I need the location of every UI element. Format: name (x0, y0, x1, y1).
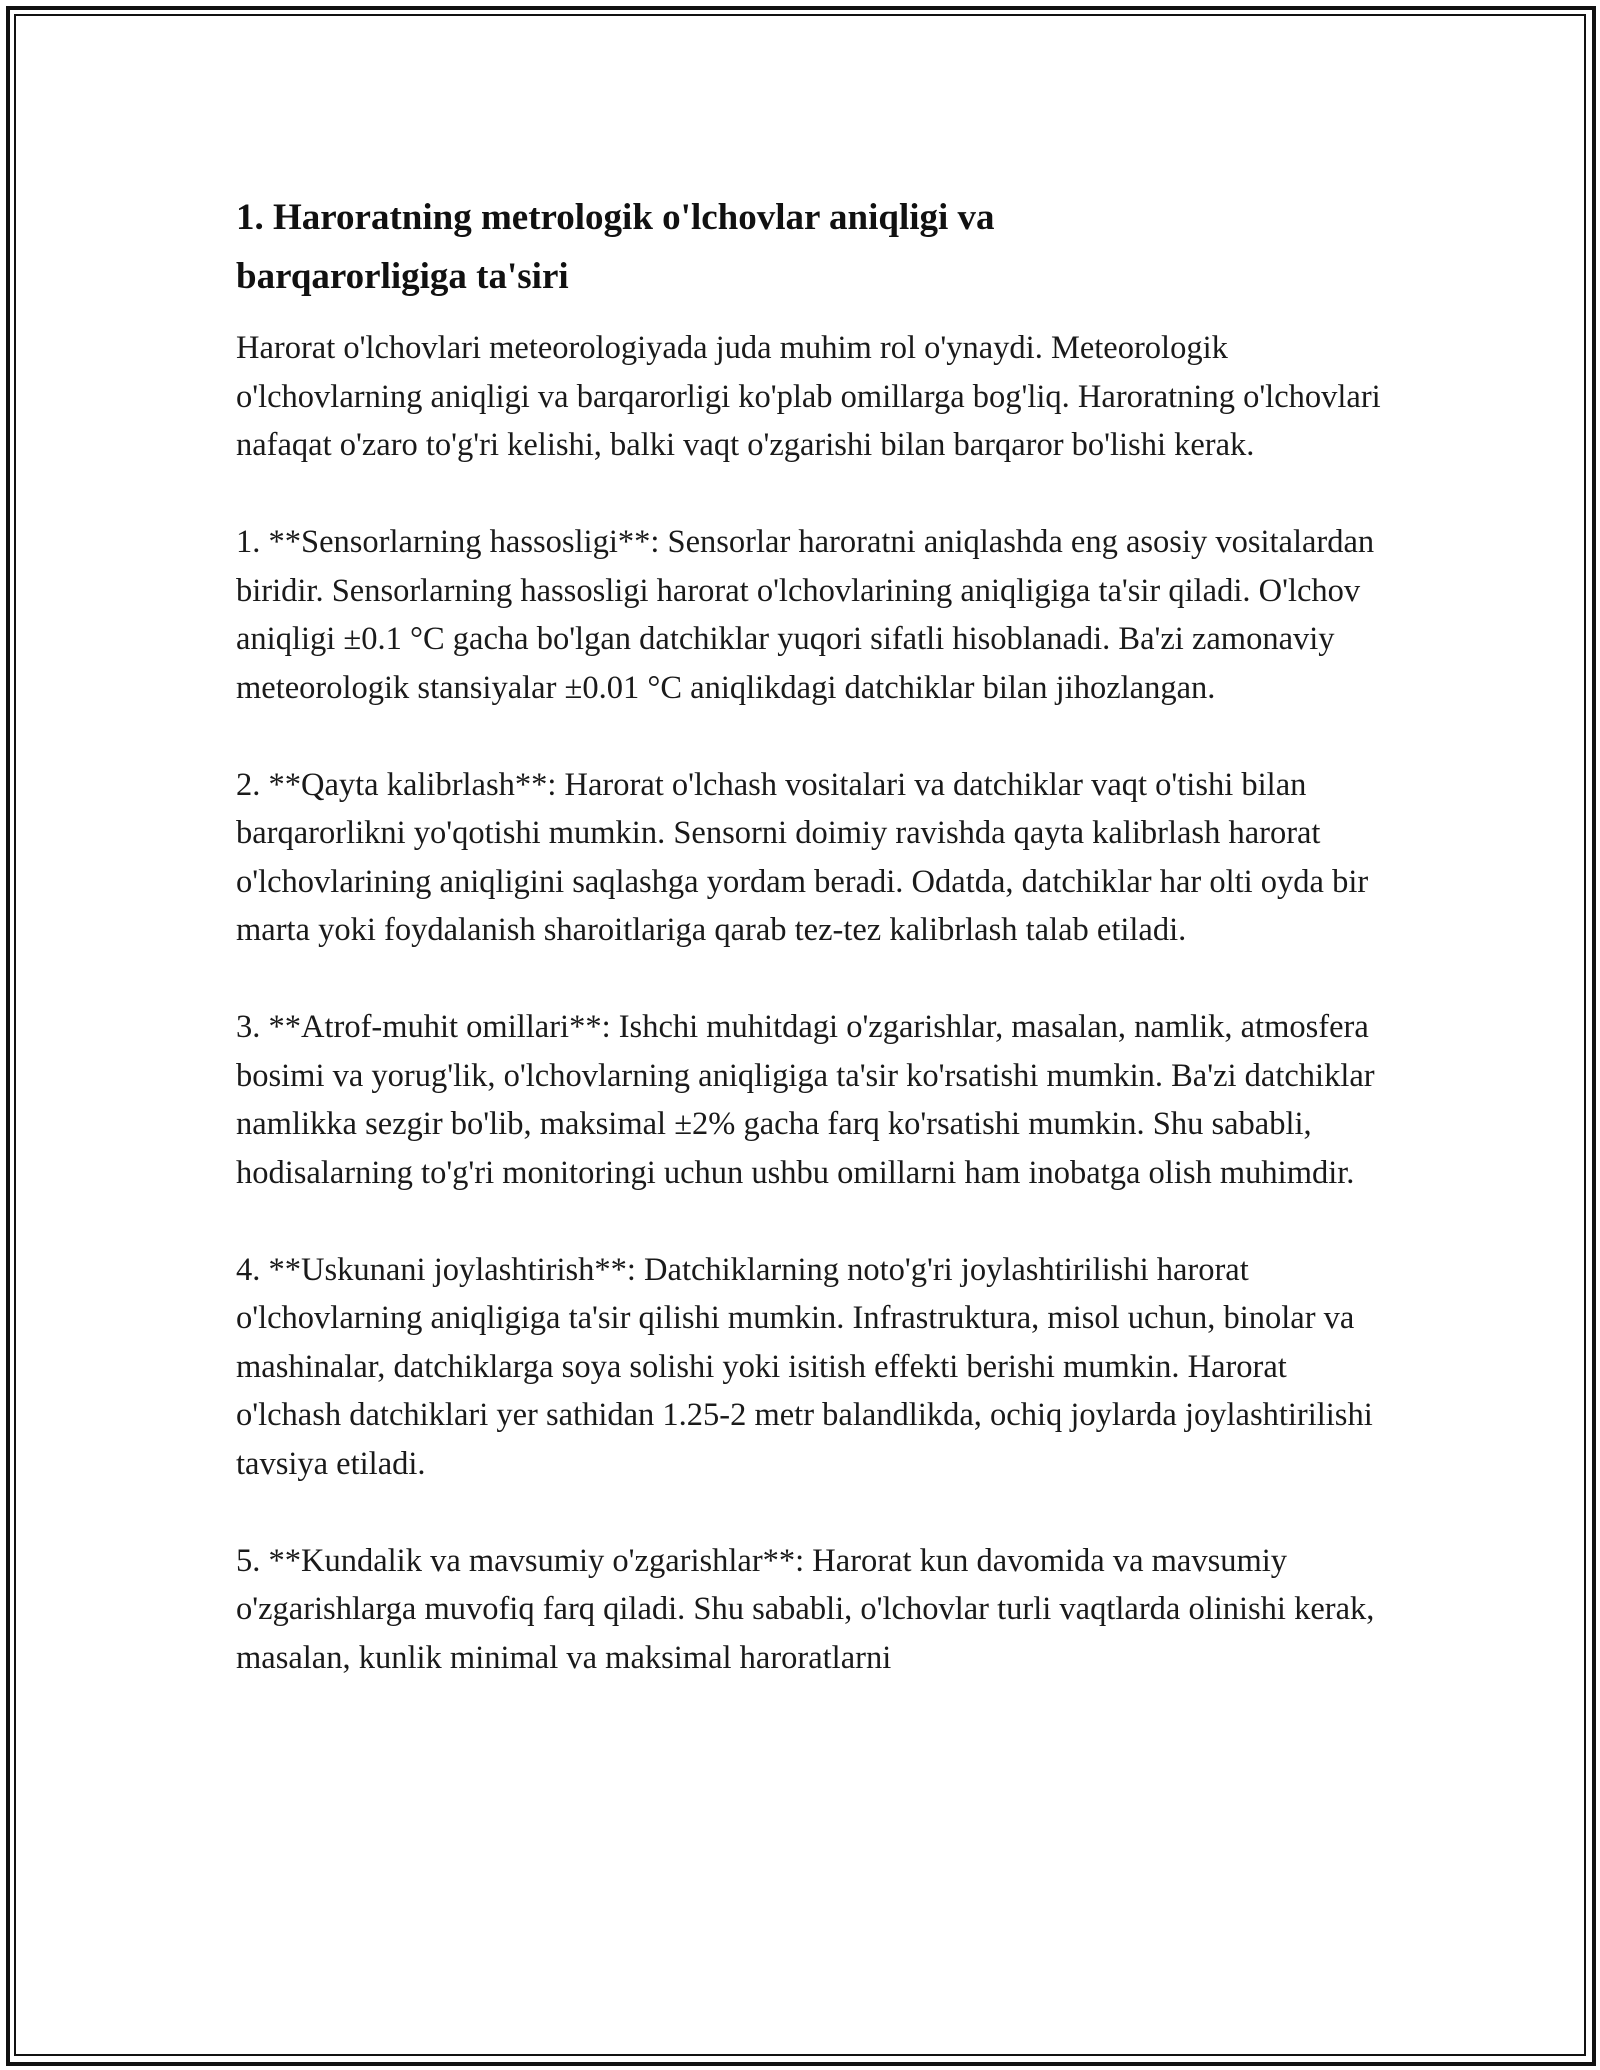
item-daily-seasonal-changes: 5. **Kundalik va mavsumiy o'zgarishlar**: Harorat kun davomida va mavsumiy o'zgarishlarga muvofiq farq qiladi. Shu sababli, o'lchovlar turli vaqtlarda olinishi kerak, masalan, kunlik minimal va maksimal haroratlarni (236, 1542, 1375, 1676)
item-environment-factors: 3. **Atrof-muhit omillari**: Ishchi muhitdagi o'zgarishlar, masalan, namlik, atmosfera bosimi va yorug'lik, o'lchovlarning aniqligiga ta'sir ko'rsatishi mumkin. Ba'zi datchiklar namlikka sezgir bo'lib, maksimal ±2% gacha farq ko'rsatishi mumkin. Shu sababli, hodisalarning to'g'ri monitoringi uchun ushbu omillarni ham inobatga olish muhimdir. (236, 1009, 1375, 1191)
document-body (236, 188, 1386, 1731)
item-recalibration: 2. **Qayta kalibrlash**: Harorat o'lchash vositalari va datchiklar vaqt o'tishi bilan barqarorlikni yo'qotishi mumkin. Sensorni doimiy ravishda qayta kalibrlash harorat o'lchovlarining aniqligini saqlashga yordam beradi. Odatda, datchiklar har olti oyda bir marta yoki foydalanish sharoitlariga qarab tez-tez kalibrlash talab etiladi. (236, 766, 1369, 948)
section-heading: 1. Haroratning metrologik o'lchovlar aniqligi va barqarorligiga ta'siri (236, 197, 995, 297)
item-equipment-placement: 4. **Uskunani joylashtirish**: Datchiklarning noto'g'ri joylashtirilishi harorat o'lchovlarning aniqligiga ta'sir qilishi mumkin. Infrastruktura, misol uchun, binolar va mashinalar, datchiklarga soya solishi yoki isitish effekti berishi mumkin. Harorat o'lchash datchiklari yer sathidan 1.25-2 metr balandlikda, ochiq joylarda joylashtirilishi tavsiya etiladi. (236, 1251, 1373, 1482)
intro-paragraph: Harorat o'lchovlari meteorologiyada juda muhim rol o'ynaydi. Meteorologik o'lchovlarning aniqligi va barqarorligi ko'plab omillarga bog'liq. Haroratning o'lchovlari nafaqat o'zaro to'g'ri kelishi, balki vaqt o'zgarishi bilan barqaror bo'lishi kerak. (236, 330, 1381, 463)
item-sensor-sensitivity: 1. **Sensorlarning hassosligi**: Sensorlar haroratni aniqlashda eng asosiy vositalardan biridir. Sensorlarning hassosligi harorat o'lchovlarining aniqligiga ta'sir qiladi. O'lchov aniqligi ±0.1 °C gacha bo'lgan datchiklar yuqori sifatli hisoblanadi. Ba'zi zamonaviy meteorologik stansiyalar ±0.01 °C aniqlikdagi datchiklar bilan jihozlangan. (236, 524, 1375, 706)
